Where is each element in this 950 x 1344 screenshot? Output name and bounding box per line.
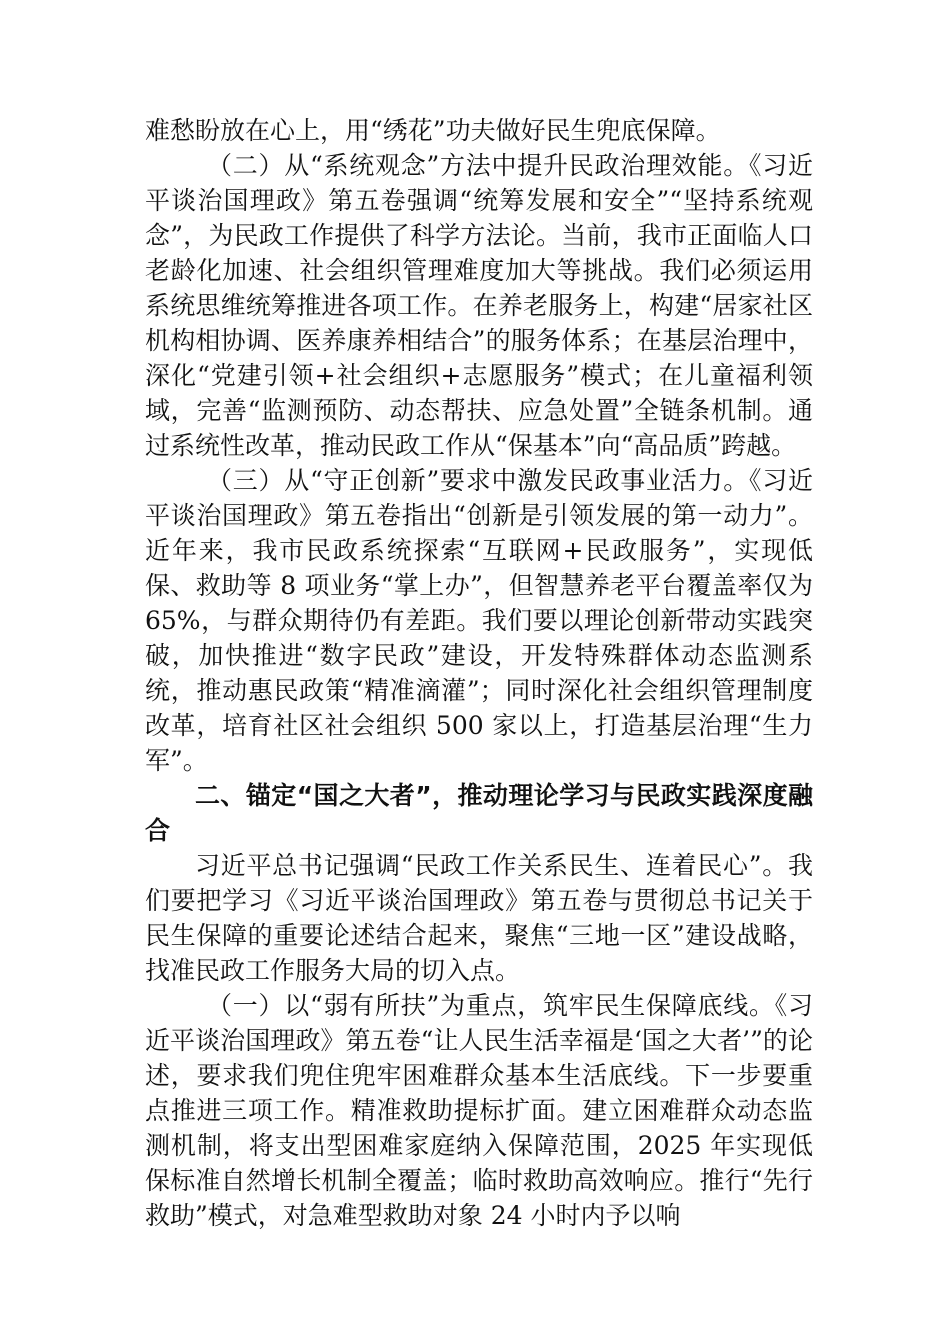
document-body	[145, 113, 813, 1233]
paragraph-continuation: 难愁盼放在心上，用“绣花”功夫做好民生兜底保障。	[145, 116, 721, 145]
section-heading-2: 二、锚定“国之大者”，推动理论学习与民政实践深度融合	[145, 781, 813, 845]
paragraph-section-intro: 习近平总书记强调“民政工作关系民生、连着民心”。我们要把学习《习近平谈治国理政》第五卷与贯彻总书记关于民生保障的重要论述结合起来，聚焦“三地一区”建设战略，找准民政工作服务大局的切入点。	[145, 851, 813, 985]
paragraph-subsection-3: （三）从“守正创新”要求中激发民政事业活力。《习近平谈治国理政》第五卷指出“创新是引领发展的第一动力”。近年来，我市民政系统探索“互联网+民政服务”，实现低保、救助等 8 项业务“掌上办”，但智慧养老平台覆盖率仅为 65%，与群众期待仍有差距。我们要以理论创新带动实践突破，加快推进“数字民政”建设，开发特殊群体动态监测系统，推动惠民政策“精准滴灌”；同时深化社会组织管理制度改革，培育社区社会组织 500 家以上，打造基层治理“生力军”。	[145, 466, 813, 775]
paragraph-subsection-2: （二）从“系统观念”方法中提升民政治理效能。《习近平谈治国理政》第五卷强调“统筹发展和安全”“坚持系统观念”，为民政工作提供了科学方法论。当前，我市正面临人口老龄化加速、社会组织管理难度加大等挑战。我们必须运用系统思维统筹推进各项工作。在养老服务上，构建“居家社区机构相协调、医养康养相结合”的服务体系；在基层治理中，深化“党建引领+社会组织+志愿服务”模式；在儿童福利领域，完善“监测预防、动态帮扶、应急处置”全链条机制。通过系统性改革，推动民政工作从“保基本”向“高品质”跨越。	[145, 151, 813, 460]
paragraph-subsection-1: （一）以“弱有所扶”为重点，筑牢民生保障底线。《习近平谈治国理政》第五卷“让人民生活幸福是‘国之大者’”的论述，要求我们兜住兜牢困难群众基本生活底线。下一步要重点推进三项工作。精准救助提标扩面。建立困难群众动态监测机制，将支出型困难家庭纳入保障范围，2025 年实现低保标准自然增长机制全覆盖；临时救助高效响应。推行“先行救助”模式，对急难型救助对象 24 小时内予以响	[145, 991, 813, 1230]
